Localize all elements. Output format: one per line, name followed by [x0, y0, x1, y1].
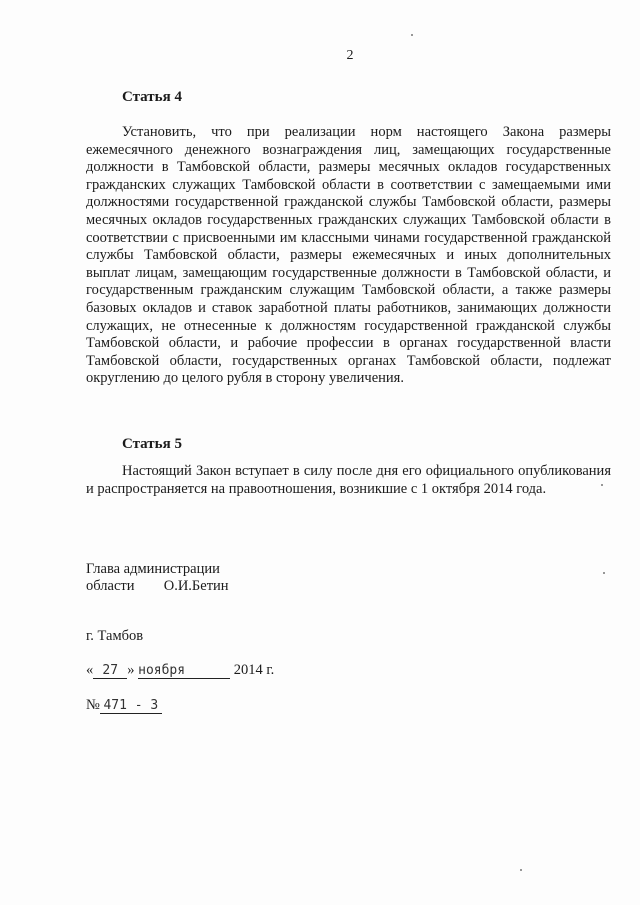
- signing-date: [86, 662, 274, 679]
- place-of-signing: г. Тамбов: [86, 628, 144, 644]
- article-4-heading: Статья 4: [122, 89, 182, 105]
- law-number: [86, 697, 162, 714]
- date-day: 27: [102, 663, 119, 678]
- page-number: 2: [346, 48, 354, 63]
- scan-speck: [520, 869, 522, 871]
- number-sign: №: [86, 697, 100, 713]
- number-value: 471 - 3: [103, 698, 159, 713]
- signature-line: [86, 578, 229, 595]
- scan-speck: [601, 484, 603, 486]
- signature-region: области: [86, 578, 135, 594]
- signature-title: Глава администрации: [86, 561, 220, 577]
- scan-speck: [411, 34, 413, 36]
- date-open-quote: «: [86, 662, 94, 678]
- article-4-text: Установить, что при реализации норм настоящего Закона размеры ежемесячного денежного вознаграждения лиц, замещающих государственные должности в Тамбовской области, размеры месячных окладов государственных гражданских служащих Тамбовской области в соответствии с замещаемыми ими должностями государственной гражданской службы Тамбовской области, размеры месячных окладов государственных гражданских служащих Тамбовской области в соответствии с присвоенными им классными чинами государственной гражданской службы Тамбовской области, размеры ежемесячных и иных дополнительных выплат лицам, замещающим государственные должности в Тамбовской области, и государственным гражданским служащим Тамбовской области, а также размеры базовых окладов и ставок заработной платы работников, занимающих должности служащих, не отнесенные к должностям государственной гражданской службы Тамбовской области, и рабочие профессии в органах государственной власти Тамбовской области, государственных органах Тамбовской области, подлежат округлению до целого рубля в сторону увеличения.: [86, 124, 611, 387]
- date-close-quote: »: [127, 662, 135, 678]
- date-year: 2014 г.: [233, 662, 275, 678]
- signature-name: О.И.Бетин: [163, 578, 229, 594]
- article-5-text: Настоящий Закон вступает в силу после дня его официального опубликования и распространяется на правоотношения, возникшие с 1 октября 2014 года.: [86, 463, 611, 497]
- article-5-heading: Статья 5: [122, 436, 182, 452]
- date-month: ноября: [138, 663, 186, 678]
- scan-speck: [603, 572, 605, 574]
